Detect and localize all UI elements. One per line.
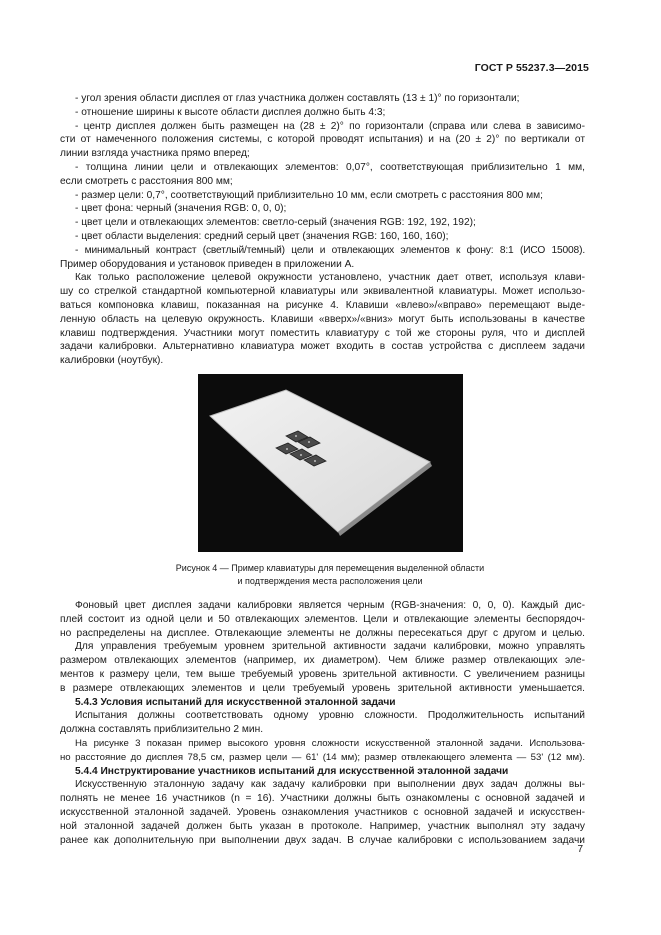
text-line: полнять не менее 16 участников (n = 16). Участники должны быть ознакомлены с основной задачей и: [60, 793, 585, 805]
page-number: 7: [577, 844, 583, 855]
text-line: - цвет фона: черный (значения RGB: 0, 0, 0);: [75, 203, 287, 215]
text-line: должна составлять приблизительно 2 мин.: [60, 724, 264, 736]
text-line: ваться компоновка клавиш, показанная на рисунке 4. Клавиши «влево»/«вправо» перемещают выде-: [60, 299, 585, 311]
text-line: - центр дисплея должен быть размещен на (28 ± 2)° по горизонтали (справа или слева в зависимо-: [75, 120, 585, 132]
document-header: ГОСТ Р 55237.3—2015: [474, 62, 589, 74]
text-line: - цвет цели и отвлекающих элементов: светло-серый (значения RGB: 192, 192, 192);: [75, 217, 476, 229]
text-line: - цвет области выделения: средний серый цвет (значения RGB: 160, 160, 160);: [75, 230, 449, 242]
text-line: - размер цели: 0,7°, соответствующий приблизительно 10 мм, если смотреть с расстояния 800 мм;: [75, 189, 544, 201]
text-line: - толщина линии цели и отвлекающих элементов: 0,07°, соответствующая приблизительно 1 мм,: [75, 161, 585, 173]
text-line: но распределены на дисплее. Отвлекающие элементы не должны пересекаться друг с другом и целью.: [60, 627, 585, 639]
text-line: Испытания должны соответствовать одному уровню сложности. Продолжительность испытаний: [75, 710, 585, 722]
text-line: клавиш подтверждения. Участники могут поместить клавиатуру с той же стороны руля, что и дисплей: [60, 327, 585, 339]
text-line: Искусственную эталонную задачу как задачу калибровки при выполнении двух задач должны вы-: [75, 779, 585, 791]
figure-caption: [75, 562, 585, 588]
text-block-bottom: [60, 599, 585, 847]
text-line: ранее как дополнительную при выполнении двух задач. В случае калибровки с использованием задачи: [60, 834, 585, 846]
text-line: - угол зрения области дисплея от глаз участника должен составлять (13 ± 1)° по горизонтали;: [75, 93, 520, 104]
text-line: - отношение ширины к высоте области дисплея должно быть 4:3;: [75, 106, 386, 118]
text-line: На рисунке 3 показан пример высокого уровня сложности искусственной эталонной задачи. Использова-: [75, 737, 585, 749]
text-line: ной эталонной задачей должен быть указан в протоколе. Например, участник выполнял эту задачу: [60, 820, 585, 832]
text-line: Для управления требуемым уровнем зрительной активности задачи калибровки, можно управлять: [75, 641, 585, 653]
text-line: размером отвлекающих элементов (например, их диаметром). Чем ближе размер отвлекающих эле-: [60, 655, 585, 667]
text-line: искусственной эталонной задачей. Уровень ознакомления участников с основной задачей и искусствен-: [60, 806, 585, 818]
text-line: но расстояние до дисплея 78,5 см, размер цели — 61' (14 мм); размер отвлекающего элемента — 53' (12 мм).: [60, 751, 585, 763]
section-heading: 5.4.3 Условия испытаний для искусственной эталонной задачи: [75, 696, 396, 708]
text-line: в размере отвлекающих элементов и цели требуемый уровень зрительной активности уменьшается.: [60, 682, 585, 694]
text-line: Как только расположение целевой окружности установлено, участник дает ответ, используя клави-: [75, 272, 585, 284]
section-heading: 5.4.4 Инструктирование участников испытаний для искусственной эталонной задачи: [75, 765, 509, 777]
text-line: Пример оборудования и установок приведен в приложении А.: [60, 258, 355, 270]
text-block-top: [60, 92, 585, 368]
keyboard-illustration: [198, 374, 463, 552]
text-line: плей состоит из одной цели и 50 отвлекающих элементов. Цели и отвлекающие элементы беспорядоч-: [60, 613, 585, 625]
text-line: задачи калибровки. Альтернативно клавиатура может входить в состав устройства с дисплеем задачи: [60, 341, 585, 353]
text-line: если смотреть с расстояния 800 мм;: [60, 175, 233, 187]
text-line: шу со стрелкой стандартной компьютерной клавиатуры или эквивалентной клавиатуры. Может использо-: [60, 286, 585, 298]
text-line: ментов к размеру цели, тем выше требуемый уровень зрительной активности. С увеличением разницы: [60, 668, 585, 680]
text-line: ленную область на целевую окружность. Клавиши «вверх»/«вниз» могут быть использованы в качестве: [60, 313, 585, 325]
text-line: - минимальный контраст (светлый/темный) цели и отвлекающих элементов к фону: 8:1 (ИСО 15008).: [75, 244, 585, 256]
caption-line: и подтверждения места расположения цели: [237, 576, 423, 586]
caption-line: Рисунок 4 — Пример клавиатуры для перемещения выделенной области: [175, 563, 485, 573]
text-line: Фоновый цвет дисплея задачи калибровки является черным (RGB-значения: 0, 0, 0). Каждый дис-: [75, 600, 585, 611]
keyboard-figure: [198, 374, 463, 552]
text-line: линии взгляда участника прямо вперед;: [60, 148, 250, 160]
text-line: калибровки (ноутбук).: [60, 355, 164, 367]
text-line: сти от намеченного положения системы, с которой проводят испытания) и на (20 ± 2)° по вертикали от: [60, 134, 585, 146]
